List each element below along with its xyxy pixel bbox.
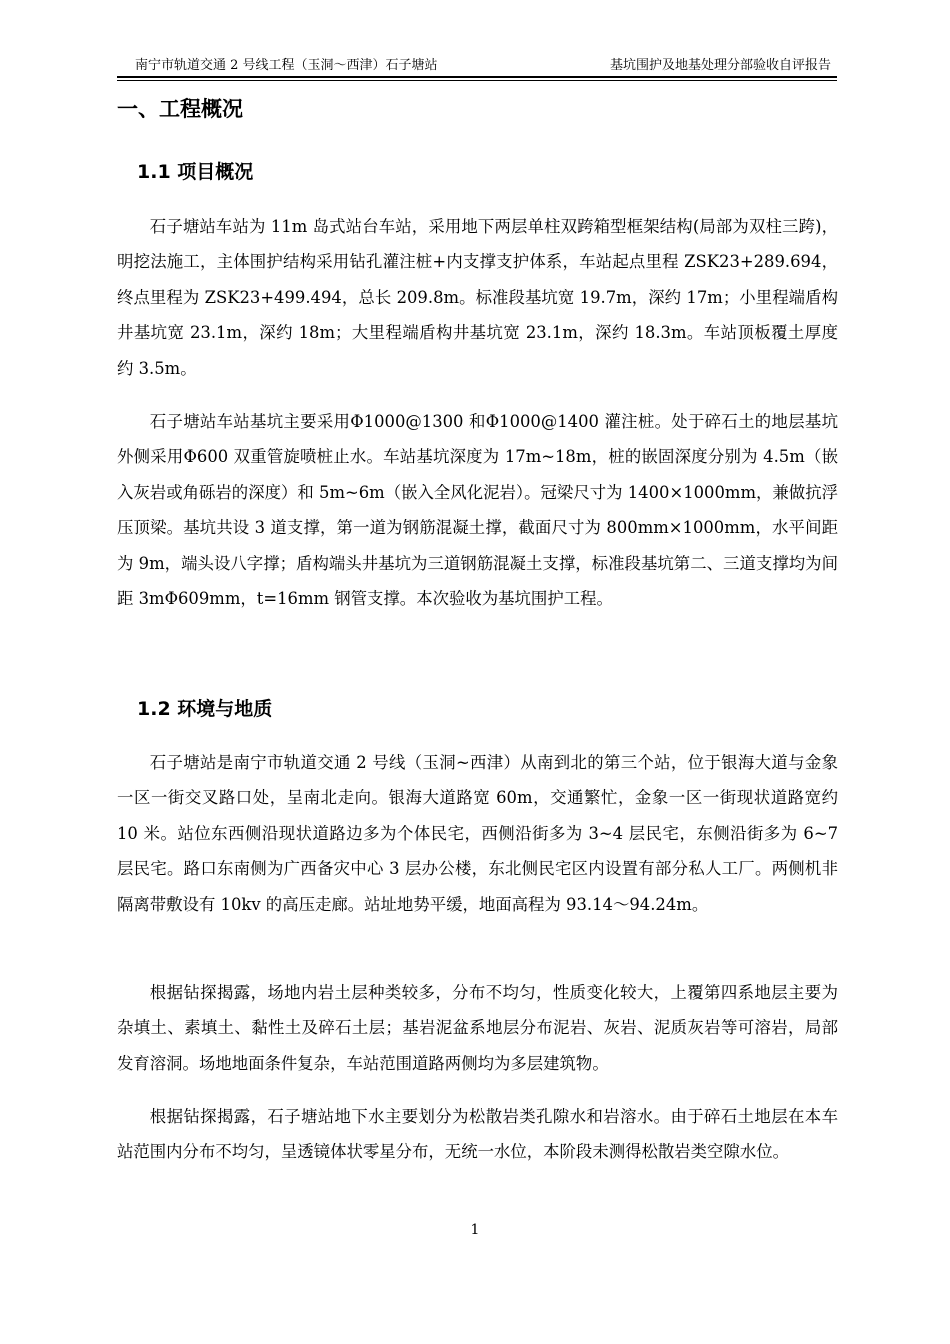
page-number: 1 xyxy=(470,1222,480,1238)
paragraph-station-overview: 石子塘站车站为 11m 岛式站台车站，采用地下两层单柱双跨箱型框架结构(局部为双柱三跨)，明挖法施工，主体围护结构采用钻孔灌注桩+内支撑支护体系，车站起点里程 ZSK23+289.694，终点里程为 ZSK23+499.494，总长 209.8m。标准段基坑宽 19.7m，深约 17m；小里程端盾构井基坑宽 23.1m，深约 18m；大里程端盾构井基坑宽 23.1m，深约 18.3m。车站顶板覆土厚度约 3.5m。 xyxy=(117,217,838,378)
page-header xyxy=(117,56,837,78)
header-report-title: 基坑围护及地基处理分部验收自评报告 xyxy=(609,58,831,73)
subsection-heading-environment-geology: 1.2 环境与地质 xyxy=(137,698,273,720)
paragraph-geology: 根据钻探揭露，场地内岩土层种类较多，分布不均匀，性质变化较大，上覆第四系地层主要为杂填土、素填土、黏性土及碎石土层；基岩泥盆系地层分布泥岩、灰岩、泥质灰岩等可溶岩，局部发育溶洞。场地地面条件复杂，车站范围道路两侧均为多层建筑物。 xyxy=(117,983,838,1073)
paragraph-groundwater: 根据钻探揭露，石子塘站地下水主要划分为松散岩类孔隙水和岩溶水。由于碎石土地层在本车站范围内分布不均匀，呈透镜体状零星分布，无统一水位，本阶段未测得松散岩类空隙水位。 xyxy=(117,1107,838,1162)
section-heading: 一、工程概况 xyxy=(117,97,243,121)
subsection-heading-project-overview: 1.1 项目概况 xyxy=(137,161,254,183)
paragraph-environment: 石子塘站是南宁市轨道交通 2 号线（玉洞~西津）从南到北的第三个站，位于银海大道与金象一区一街交叉路口处，呈南北走向。银海大道路宽 60m，交通繁忙，金象一区一街现状道路宽约 10 米。站位东西侧沿现状道路边多为个体民宅，西侧沿街多为 3~4 层民宅，东侧沿街多为 6~7 层民宅。路口东南侧为广西备灾中心 3 层办公楼，东北侧民宅区内设置有部分私人工厂。两侧机非隔离带敷设有 10kv 的高压走廊。站址地势平缓，地面高程为 93.14～94.24m。 xyxy=(117,753,838,914)
paragraph-foundation-pit: 石子塘站车站基坑主要采用Φ1000@1300 和Φ1000@1400 灌注桩。处于碎石土的地层基坑外侧采用Φ600 双重管旋喷桩止水。车站基坑深度为 17m~18m，桩的嵌固深度分别为 4.5m（嵌入灰岩或角砾岩的深度）和 5m~6m（嵌入全风化泥岩）。冠梁尺寸为 1400×1000mm，兼做抗浮压顶梁。基坑共设 3 道支撑，第一道为钢筋混凝土撑，截面尺寸为 800mm×1000mm，水平间距为 9m，端头设八字撑；盾构端头井基坑为三道钢筋混凝土支撑，标准段基坑第二、三道支撑均为间距 3mΦ609mm，t=16mm 钢管支撑。本次验收为基坑围护工程。 xyxy=(117,412,838,609)
header-divider xyxy=(117,80,837,81)
header-project-title: 南宁市轨道交通 2 号线工程（玉洞～西津）石子塘站 xyxy=(135,58,438,73)
